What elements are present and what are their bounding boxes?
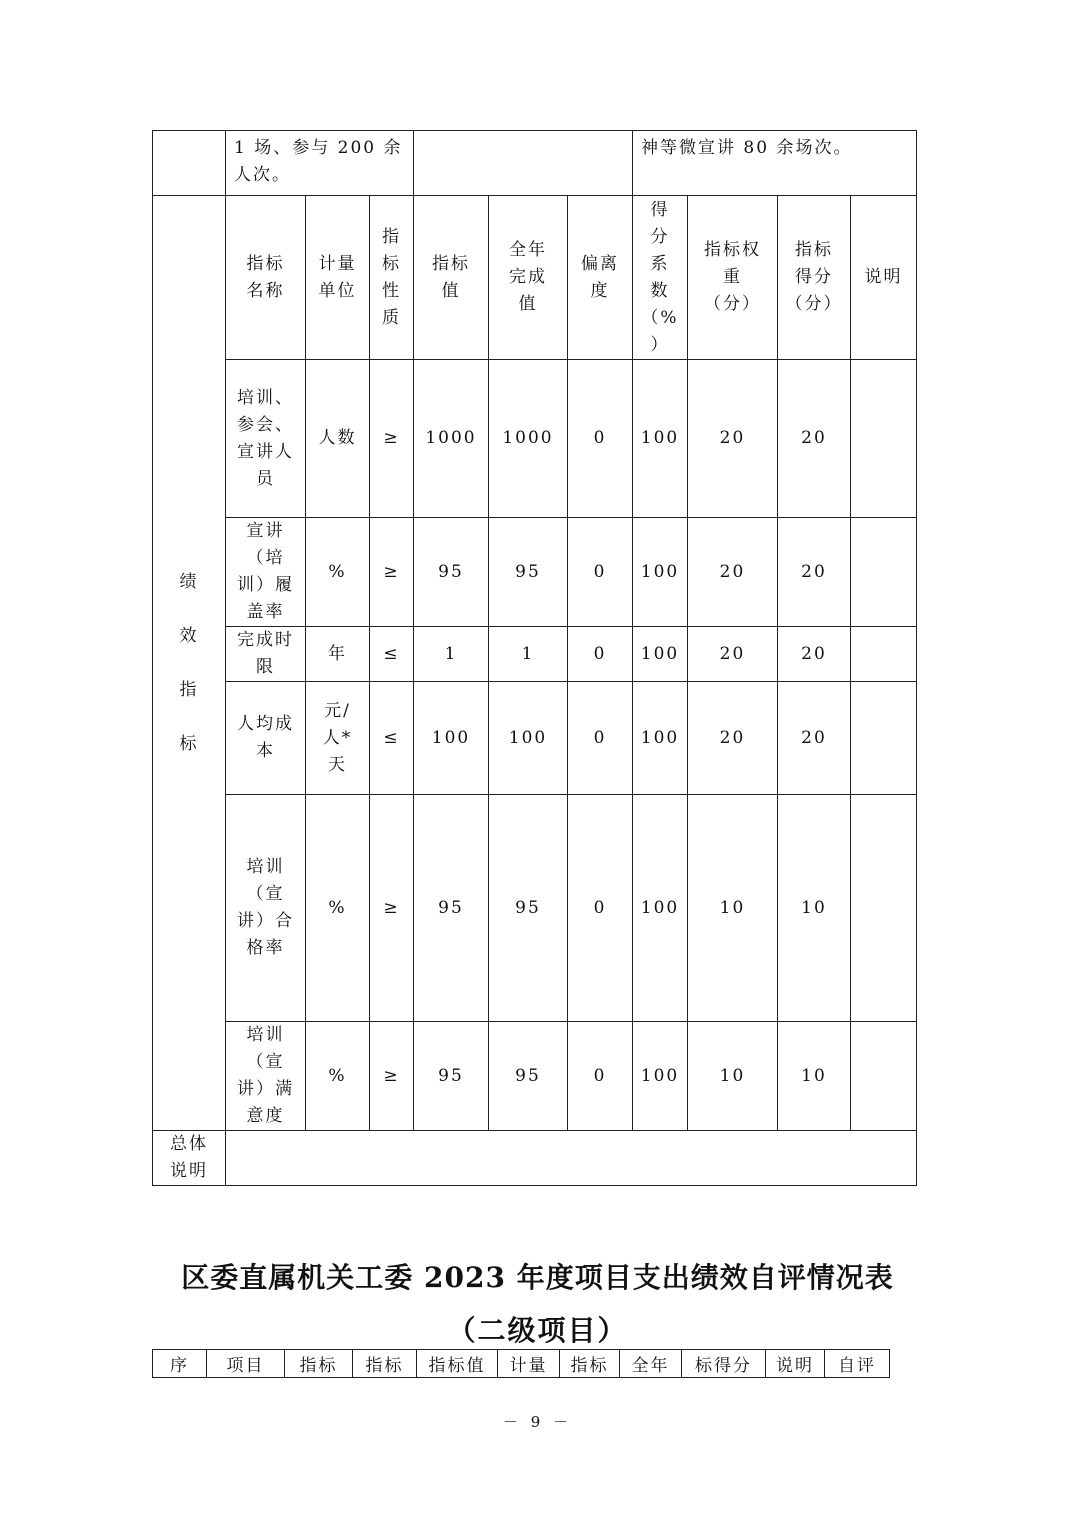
row-op: ≥ bbox=[370, 795, 414, 1022]
table-row bbox=[153, 682, 917, 795]
header-target: 指标 值 bbox=[414, 196, 489, 360]
sub-header-cell: 全年 bbox=[620, 1350, 682, 1378]
sub-header-cell: 序 bbox=[153, 1350, 207, 1378]
row-actual: 1000 bbox=[489, 360, 568, 518]
row-note bbox=[851, 795, 917, 1022]
sub-header-cell: 指标 bbox=[560, 1350, 620, 1378]
row-note bbox=[851, 1022, 917, 1131]
row-deviation: 0 bbox=[568, 627, 633, 682]
continuation-side-cell bbox=[153, 131, 226, 196]
row-note bbox=[851, 360, 917, 518]
header-deviation: 偏离 度 bbox=[568, 196, 633, 360]
row-name: 培训 （宣 讲）合 格率 bbox=[226, 795, 306, 1022]
continuation-row bbox=[153, 131, 917, 196]
row-note bbox=[851, 518, 917, 627]
page-number: － 9 － bbox=[502, 1413, 573, 1431]
performance-table bbox=[152, 130, 917, 1186]
table-row bbox=[153, 518, 917, 627]
continuation-right-text: 神等微宣讲 80 余场次。 bbox=[633, 131, 917, 196]
row-deviation: 0 bbox=[568, 1022, 633, 1131]
row-deviation: 0 bbox=[568, 795, 633, 1022]
row-target: 1 bbox=[414, 627, 489, 682]
row-weight: 10 bbox=[688, 1022, 778, 1131]
header-weight: 指标权 重 （分） bbox=[688, 196, 778, 360]
header-row bbox=[153, 196, 917, 360]
row-unit: 人数 bbox=[306, 360, 370, 518]
row-op: ≥ bbox=[370, 518, 414, 627]
row-deviation: 0 bbox=[568, 360, 633, 518]
header-coef: 得 分 系 数 （% ） bbox=[633, 196, 688, 360]
section-title: 区委直属机关工委 2023 年度项目支出绩效自评情况表 bbox=[181, 1261, 894, 1294]
row-note bbox=[851, 682, 917, 795]
section-subtitle: （二级项目） bbox=[447, 1314, 628, 1347]
header-score: 指标 得分 （分） bbox=[778, 196, 851, 360]
row-deviation: 0 bbox=[568, 518, 633, 627]
row-unit: % bbox=[306, 1022, 370, 1131]
sub-header-cell: 指标值 bbox=[417, 1350, 498, 1378]
row-op: ≥ bbox=[370, 360, 414, 518]
sub-header-cell: 指标 bbox=[353, 1350, 417, 1378]
sub-header-cell: 项目 bbox=[207, 1350, 285, 1378]
row-op: ≤ bbox=[370, 682, 414, 795]
row-name: 培训、 参会、 宣讲人 员 bbox=[226, 360, 306, 518]
row-weight: 20 bbox=[688, 360, 778, 518]
row-actual: 1 bbox=[489, 627, 568, 682]
row-weight: 20 bbox=[688, 627, 778, 682]
row-op: ≤ bbox=[370, 627, 414, 682]
row-target: 100 bbox=[414, 682, 489, 795]
header-note: 说明 bbox=[851, 196, 917, 360]
row-name: 人均成 本 bbox=[226, 682, 306, 795]
summary-label: 总体 说明 bbox=[153, 1131, 226, 1186]
row-unit: % bbox=[306, 795, 370, 1022]
summary-text bbox=[226, 1131, 917, 1186]
row-score: 10 bbox=[778, 1022, 851, 1131]
row-weight: 20 bbox=[688, 682, 778, 795]
row-actual: 95 bbox=[489, 518, 568, 627]
header-name: 指标 名称 bbox=[226, 196, 306, 360]
row-coef: 100 bbox=[633, 360, 688, 518]
row-weight: 20 bbox=[688, 518, 778, 627]
table-row bbox=[153, 795, 917, 1022]
row-coef: 100 bbox=[633, 682, 688, 795]
row-target: 95 bbox=[414, 795, 489, 1022]
row-coef: 100 bbox=[633, 1022, 688, 1131]
continuation-empty-cell bbox=[414, 131, 633, 196]
row-deviation: 0 bbox=[568, 682, 633, 795]
sub-header-row bbox=[153, 1350, 890, 1378]
sub-header-cell: 说明 bbox=[766, 1350, 825, 1378]
table-row bbox=[153, 627, 917, 682]
row-actual: 95 bbox=[489, 795, 568, 1022]
side-label: 绩效指标 bbox=[179, 572, 199, 754]
row-score: 10 bbox=[778, 795, 851, 1022]
row-actual: 95 bbox=[489, 1022, 568, 1131]
row-name: 宣讲 （培 训）履 盖率 bbox=[226, 518, 306, 627]
header-nature: 指 标 性 质 bbox=[370, 196, 414, 360]
summary-row bbox=[153, 1131, 917, 1186]
side-label-cell bbox=[153, 196, 226, 1131]
row-target: 1000 bbox=[414, 360, 489, 518]
row-target: 95 bbox=[414, 1022, 489, 1131]
sub-header-cell: 指标 bbox=[285, 1350, 353, 1378]
row-score: 20 bbox=[778, 360, 851, 518]
row-name: 完成时 限 bbox=[226, 627, 306, 682]
header-unit: 计量 单位 bbox=[306, 196, 370, 360]
row-note bbox=[851, 627, 917, 682]
row-unit: % bbox=[306, 518, 370, 627]
row-weight: 10 bbox=[688, 795, 778, 1022]
row-name: 培训 （宣 讲）满 意度 bbox=[226, 1022, 306, 1131]
header-actual: 全年 完成 值 bbox=[489, 196, 568, 360]
row-coef: 100 bbox=[633, 627, 688, 682]
row-score: 20 bbox=[778, 682, 851, 795]
row-op: ≥ bbox=[370, 1022, 414, 1131]
row-coef: 100 bbox=[633, 518, 688, 627]
continuation-left-text: 1 场、参与 200 余人次。 bbox=[226, 131, 414, 196]
table-row bbox=[153, 1022, 917, 1131]
row-unit: 年 bbox=[306, 627, 370, 682]
sub-header-cell: 计量 bbox=[498, 1350, 560, 1378]
row-actual: 100 bbox=[489, 682, 568, 795]
row-score: 20 bbox=[778, 627, 851, 682]
sub-header-cell: 自评 bbox=[825, 1350, 890, 1378]
row-target: 95 bbox=[414, 518, 489, 627]
sub-header-cell: 标得分 bbox=[682, 1350, 766, 1378]
row-unit: 元/ 人* 天 bbox=[306, 682, 370, 795]
row-coef: 100 bbox=[633, 795, 688, 1022]
sub-table-header bbox=[152, 1349, 890, 1378]
table-row bbox=[153, 360, 917, 518]
row-score: 20 bbox=[778, 518, 851, 627]
